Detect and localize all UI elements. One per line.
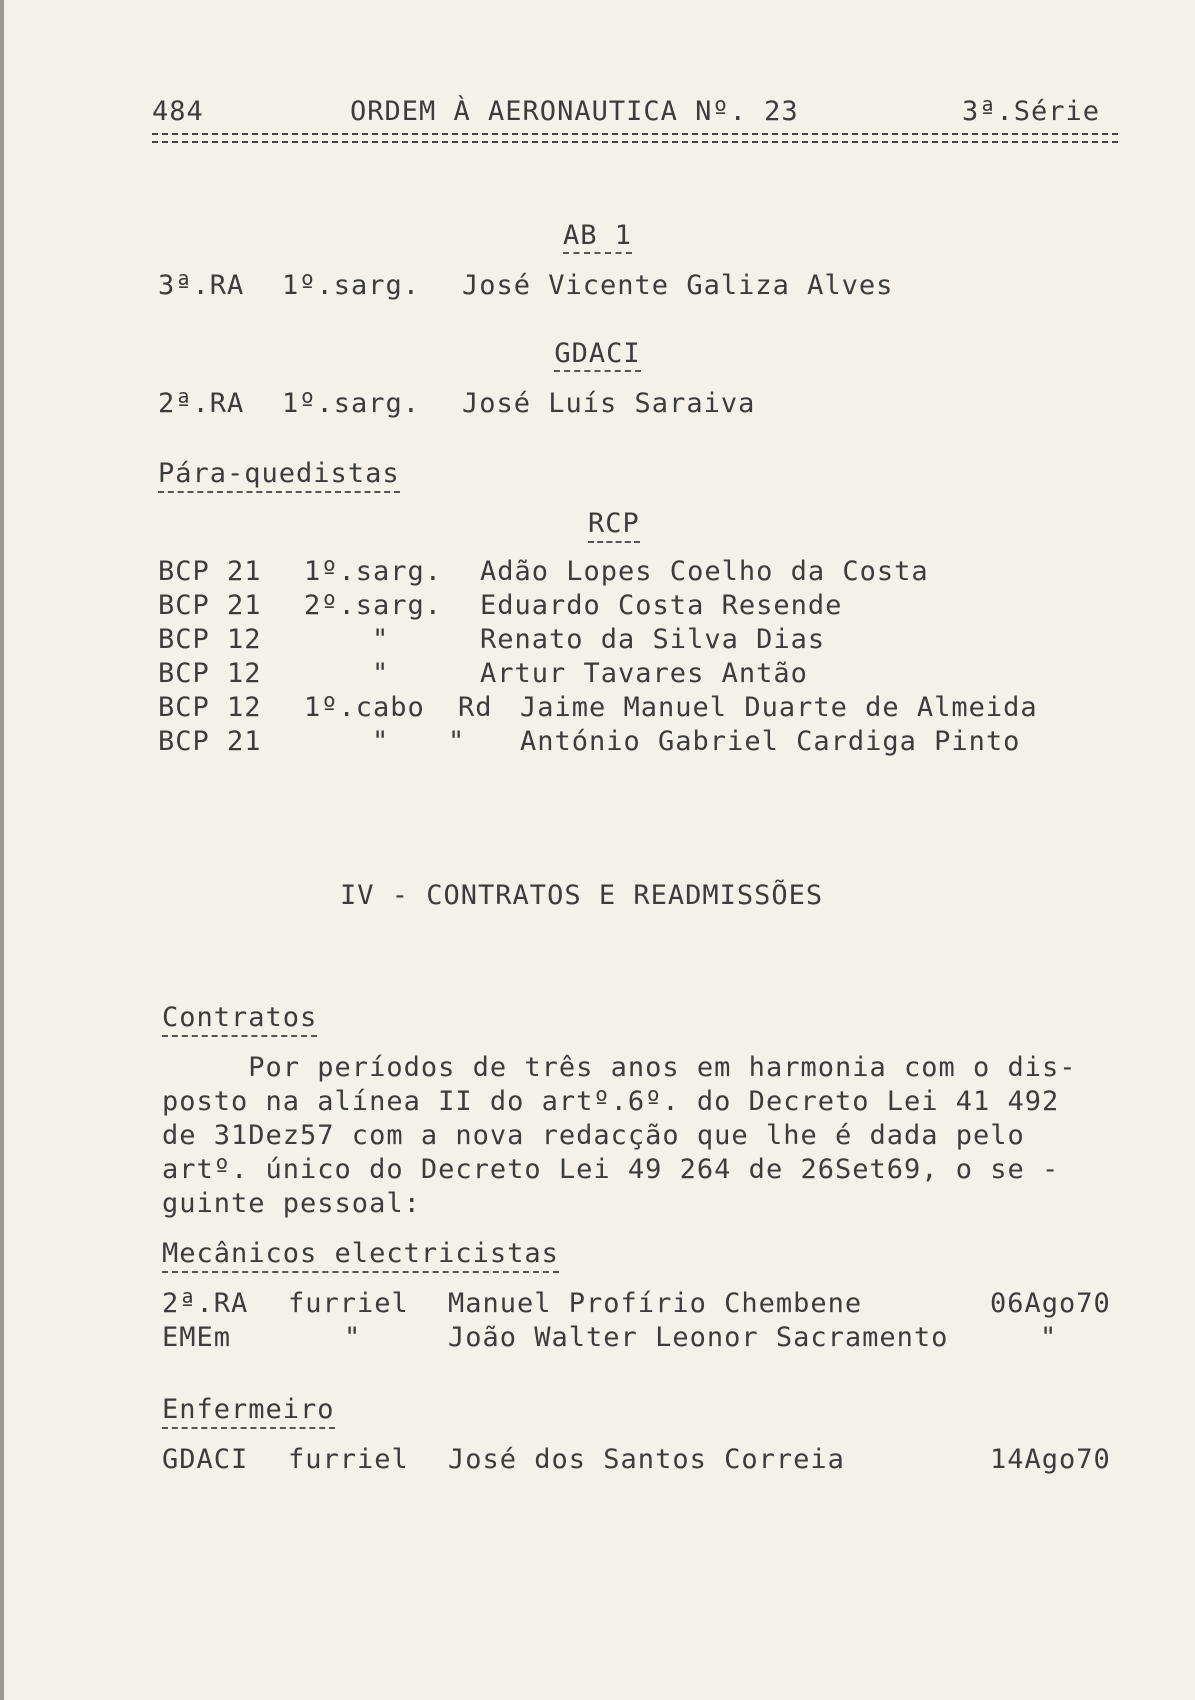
enfermeiro-row-rank: furriel xyxy=(288,1444,409,1475)
ab1-rank: 1º.sarg. xyxy=(282,270,421,301)
gdaci-rank: 1º.sarg. xyxy=(282,388,421,419)
paragraph-line: Por períodos de três anos em harmonia com o dis- xyxy=(162,1052,1077,1083)
gdaci-heading-wrap xyxy=(0,338,1195,370)
section-iv-title: IV - CONTRATOS E READMISSÕES xyxy=(340,880,824,911)
contratos-heading: Contratos xyxy=(162,1002,317,1037)
ab1-heading-wrap xyxy=(0,220,1195,252)
para-row-unit: BCP 21 xyxy=(158,726,262,757)
paragraph-line: artº. único do Decreto Lei 49 264 de 26Set69, o se - xyxy=(162,1154,1060,1185)
para-row-unit: BCP 21 xyxy=(158,556,262,587)
rcp-heading: RCP xyxy=(588,508,640,543)
ab1-unit: 3ª.RA xyxy=(158,270,245,301)
mecanicos-row-rank: " xyxy=(344,1322,362,1353)
ab1-name: José Vicente Galiza Alves xyxy=(462,270,894,301)
para-row-unit: BCP 21 xyxy=(158,590,262,621)
mecanicos-row-unit: EMEm xyxy=(162,1322,232,1353)
mecanicos-row-date: " xyxy=(1040,1322,1058,1353)
paragraph-line: guinte pessoal: xyxy=(162,1188,421,1219)
page-number: 484 xyxy=(152,96,204,127)
mecanicos-row-name: Manuel Profírio Chembene xyxy=(448,1288,863,1319)
gdaci-unit: 2ª.RA xyxy=(158,388,245,419)
para-row-rank: 2º.sarg. xyxy=(304,590,443,621)
para-row-unit: BCP 12 xyxy=(158,624,262,655)
mecanicos-row-unit: 2ª.RA xyxy=(162,1288,249,1319)
para-row-name: Jaime Manuel Duarte de Almeida xyxy=(520,692,1038,723)
para-row-name: António Gabriel Cardiga Pinto xyxy=(520,726,1021,757)
enfermeiro-heading: Enfermeiro xyxy=(162,1394,335,1429)
paragraph-line: posto na alínea II do artº.6º. do Decreto Lei 41 492 xyxy=(162,1086,1060,1117)
ab1-heading: AB 1 xyxy=(563,220,632,254)
gdaci-heading: GDACI xyxy=(554,338,640,372)
page-edge xyxy=(0,0,4,1700)
para-row-rank: 1º.cabo xyxy=(304,692,425,723)
para-row-name: Renato da Silva Dias xyxy=(480,624,826,655)
para-row-name: Eduardo Costa Resende xyxy=(480,590,843,621)
para-row-unit: BCP 12 xyxy=(158,692,262,723)
para-row-unit: BCP 12 xyxy=(158,658,262,689)
para-row-spec: " xyxy=(448,726,466,757)
mecanicos-row-date: 06Ago70 xyxy=(990,1288,1111,1319)
mecanicos-row-rank: furriel xyxy=(288,1288,409,1319)
gdaci-name: José Luís Saraiva xyxy=(462,388,756,419)
enfermeiro-row-unit: GDACI xyxy=(162,1444,249,1475)
para-row-rank: " xyxy=(372,624,390,655)
document-title: ORDEM À AERONAUTICA Nº. 23 xyxy=(350,96,799,127)
para-heading: Pára-quedistas xyxy=(158,458,400,493)
mecanicos-row-name: João Walter Leonor Sacramento xyxy=(448,1322,949,1353)
para-row-name: Artur Tavares Antão xyxy=(480,658,808,689)
para-row-spec: Rd xyxy=(458,692,493,723)
para-row-rank: " xyxy=(372,726,390,757)
enfermeiro-row-name: José dos Santos Correia xyxy=(448,1444,845,1475)
enfermeiro-row-date: 14Ago70 xyxy=(990,1444,1111,1475)
paragraph-line: de 31Dez57 com a nova redacção que lhe é dada pelo xyxy=(162,1120,1025,1151)
series-label: 3ª.Série xyxy=(962,96,1101,127)
para-row-rank: 1º.sarg. xyxy=(304,556,443,587)
para-row-name: Adão Lopes Coelho da Costa xyxy=(480,556,929,587)
mecanicos-heading: Mecânicos electricistas xyxy=(162,1238,559,1273)
para-row-rank: " xyxy=(372,658,390,689)
header-double-rule xyxy=(152,133,1118,143)
